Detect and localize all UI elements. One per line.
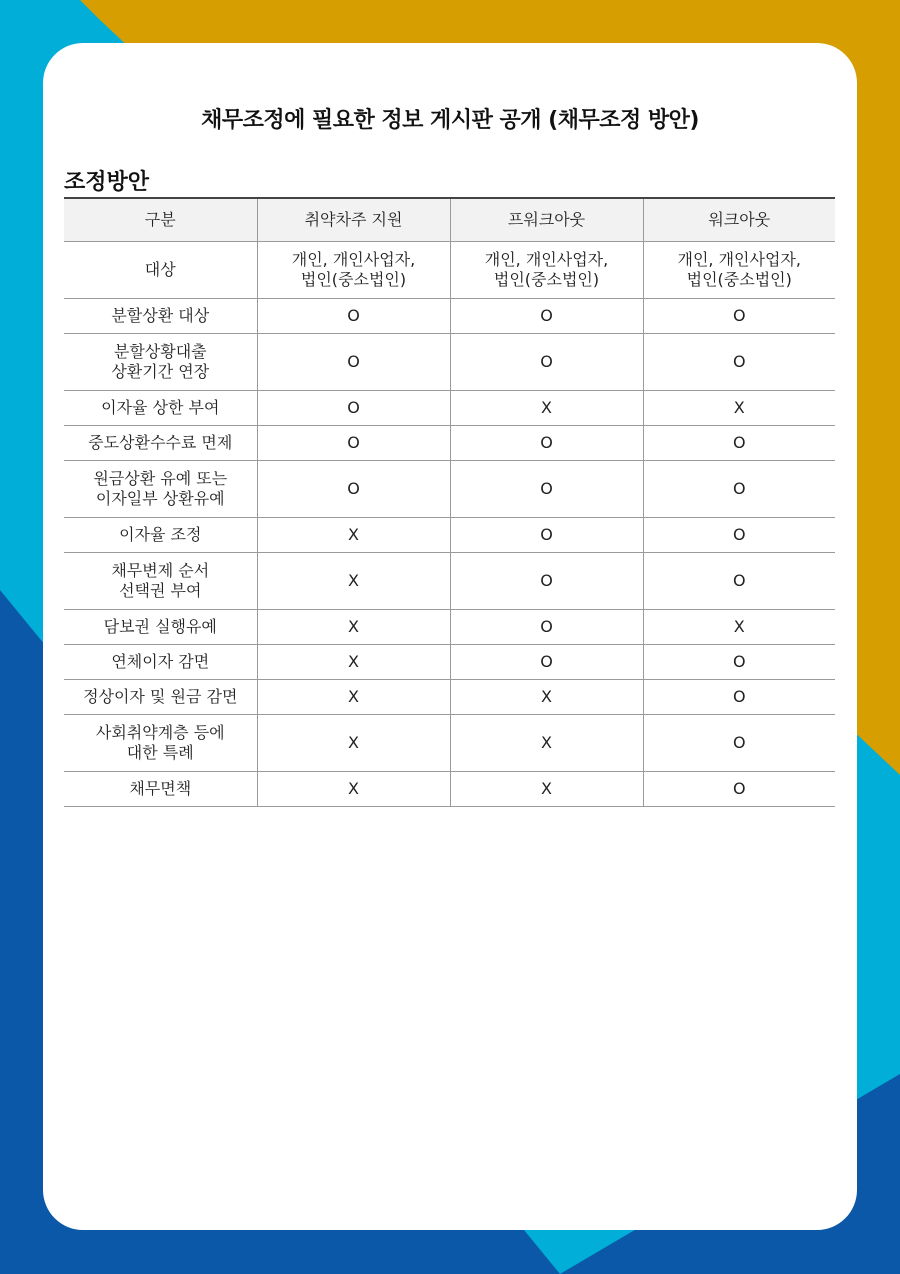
row-label: 정상이자 및 원금 감면 (64, 679, 257, 714)
table-row (64, 552, 835, 609)
row-value: O (643, 714, 835, 771)
row-value: O (450, 425, 643, 460)
row-value: O (643, 517, 835, 552)
row-value: O (643, 460, 835, 517)
row-value: O (643, 771, 835, 806)
row-value: O (450, 517, 643, 552)
table-row (64, 390, 835, 425)
table-row (64, 714, 835, 771)
row-value: X (450, 390, 643, 425)
row-value: X (257, 679, 450, 714)
row-value: 개인, 개인사업자, 법인(중소법인) (257, 241, 450, 298)
row-value: X (450, 714, 643, 771)
row-value: X (257, 609, 450, 644)
row-value: O (643, 333, 835, 390)
row-label: 담보권 실행유예 (64, 609, 257, 644)
row-label: 분할상환 대상 (64, 298, 257, 333)
row-value: O (450, 298, 643, 333)
header-workout: 워크아웃 (643, 198, 835, 241)
row-label: 대상 (64, 241, 257, 298)
table-row (64, 333, 835, 390)
row-label: 채무변제 순서 선택권 부여 (64, 552, 257, 609)
table-row (64, 241, 835, 298)
row-value: X (450, 679, 643, 714)
row-value: O (257, 460, 450, 517)
row-value: 개인, 개인사업자, 법인(중소법인) (450, 241, 643, 298)
table-row (64, 298, 835, 333)
row-label: 사회취약계층 등에 대한 특례 (64, 714, 257, 771)
row-value: O (643, 679, 835, 714)
row-value: O (450, 644, 643, 679)
row-value: X (257, 714, 450, 771)
row-label: 중도상환수수료 면제 (64, 425, 257, 460)
row-value: O (450, 552, 643, 609)
row-label: 이자율 조정 (64, 517, 257, 552)
row-label: 이자율 상한 부여 (64, 390, 257, 425)
row-label: 채무면책 (64, 771, 257, 806)
row-value: X (257, 517, 450, 552)
table-row (64, 425, 835, 460)
row-value: X (257, 771, 450, 806)
header-category: 구분 (64, 198, 257, 241)
section-title: 조정방안 (64, 170, 150, 195)
table-row (64, 679, 835, 714)
table-row (64, 609, 835, 644)
row-value: O (257, 298, 450, 333)
row-value: O (450, 333, 643, 390)
row-value: X (257, 552, 450, 609)
table-header-row (64, 198, 835, 241)
row-value: X (257, 644, 450, 679)
row-value: O (643, 425, 835, 460)
page-title: 채무조정에 필요한 정보 게시판 공개 (채무조정 방안) (201, 108, 699, 133)
document-card (43, 43, 857, 1230)
row-value: X (450, 771, 643, 806)
row-value: 개인, 개인사업자, 법인(중소법인) (643, 241, 835, 298)
table-row (64, 460, 835, 517)
row-value: O (257, 333, 450, 390)
adjustment-table (64, 197, 835, 807)
row-value: O (643, 552, 835, 609)
table-row (64, 771, 835, 806)
row-value: O (450, 460, 643, 517)
table-row (64, 517, 835, 552)
row-value: O (450, 609, 643, 644)
row-value: X (643, 390, 835, 425)
row-value: O (643, 644, 835, 679)
header-pre-workout: 프워크아웃 (450, 198, 643, 241)
row-value: O (257, 390, 450, 425)
row-label: 분할상황대출 상환기간 연장 (64, 333, 257, 390)
row-value: O (257, 425, 450, 460)
header-vulnerable-support: 취약차주 지원 (257, 198, 450, 241)
row-label: 연체이자 감면 (64, 644, 257, 679)
row-value: O (643, 298, 835, 333)
row-label: 원금상환 유예 또는 이자일부 상환유예 (64, 460, 257, 517)
row-value: X (643, 609, 835, 644)
table-row (64, 644, 835, 679)
